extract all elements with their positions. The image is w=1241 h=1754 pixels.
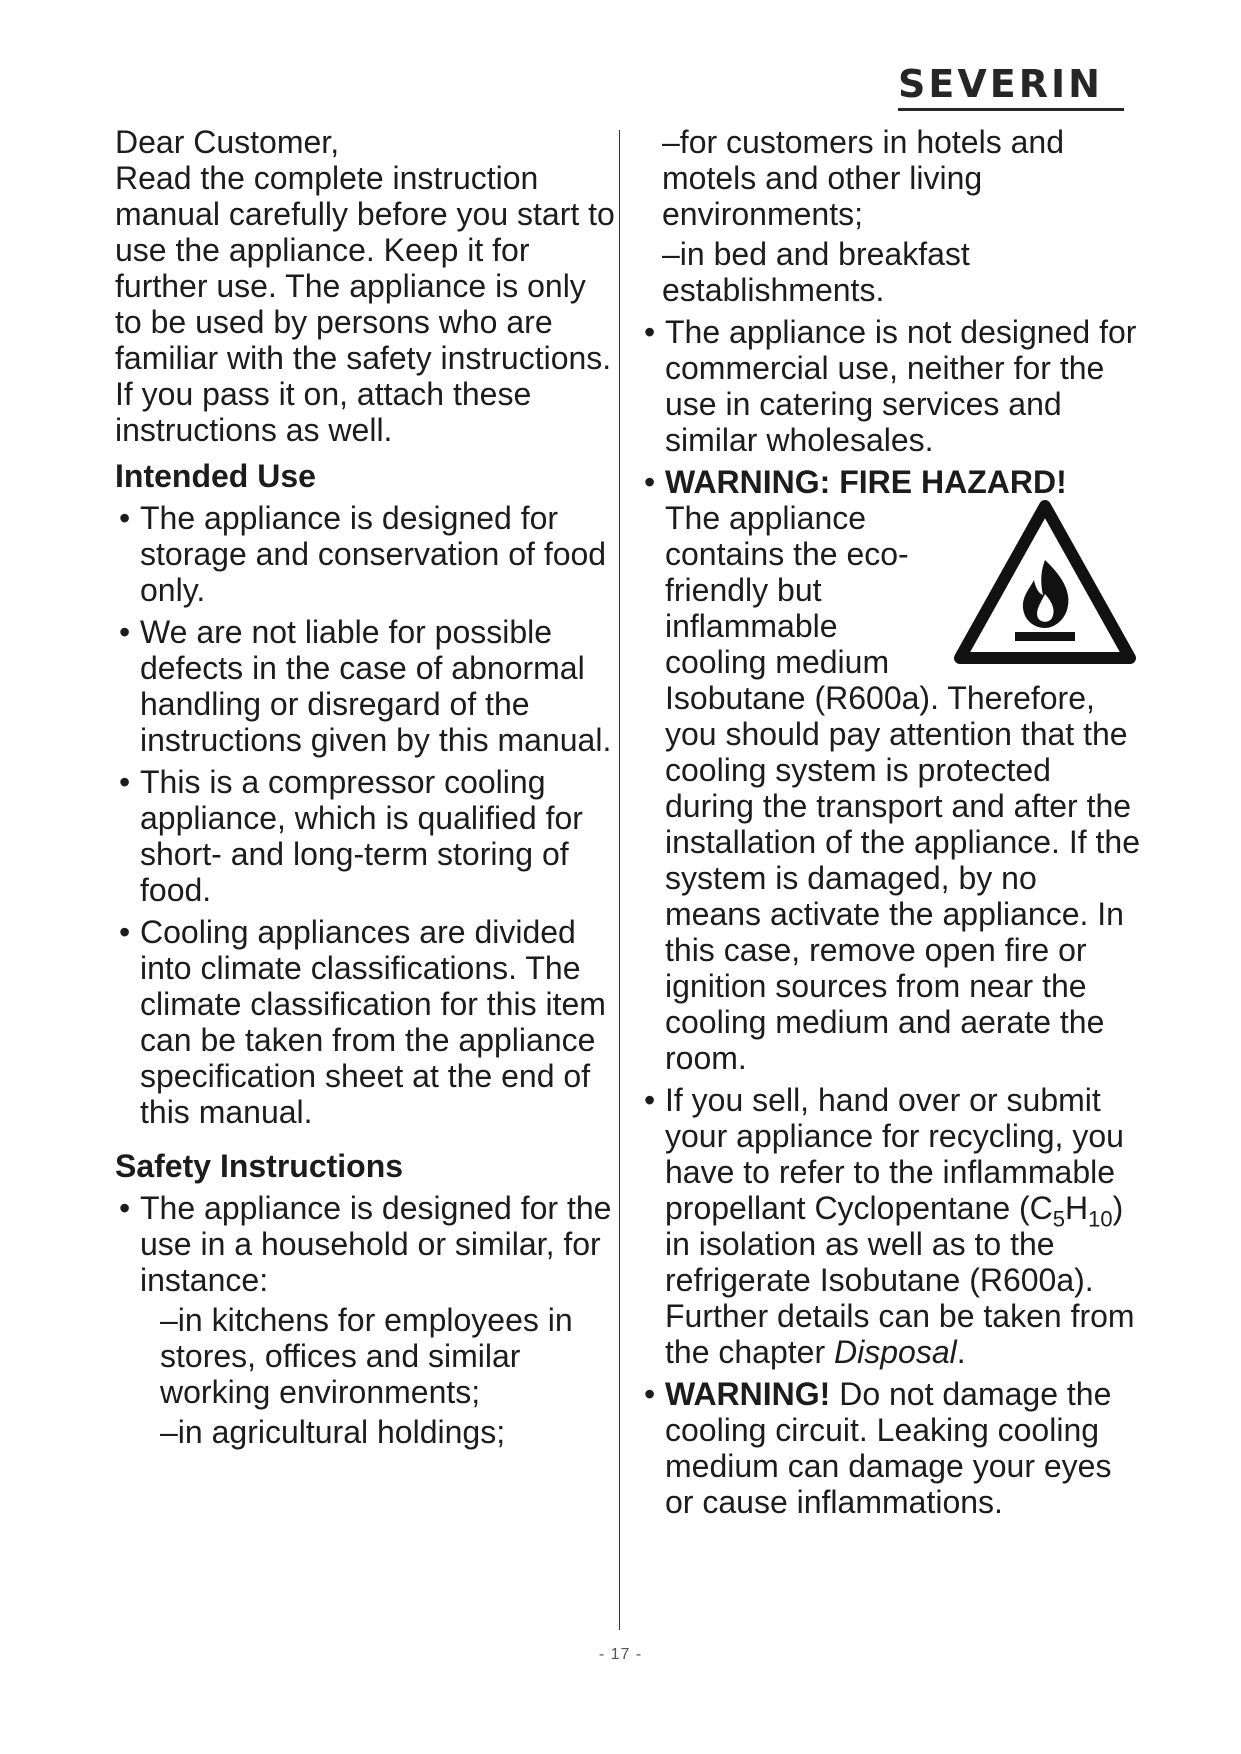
intended-use-bullet-1: The appliance is designed for storage and conservation of food only. <box>140 500 607 608</box>
intended-use-heading: Intended Use <box>115 458 316 494</box>
sub-item-kitchens: –in kitchens for employees in stores, offices and similar working environments; <box>160 1302 573 1410</box>
sub-item-hotels: –for customers in hotels and motels and other living environments; <box>662 124 1064 232</box>
severin-logo: SEVERIN <box>898 62 1124 111</box>
formula-h: H <box>1065 1190 1089 1226</box>
safety-instructions-heading: Safety Instructions <box>115 1148 404 1184</box>
list-item: • WARNING! Do not damage the cooling circuit. Leaking cooling medium can damage your eyes or cause inflammations. <box>644 1376 1112 1520</box>
recycling-text-start: If you sell, hand over or submit your appliance for recycling, you have to refer to the inflammable propellant Cyclopentane (C <box>665 1082 1124 1226</box>
intended-use-bullet-4: Cooling appliances are divided into climate classifications. The climate classification for this item can be taken from the appliance specification sheet at the end of this manual. <box>140 914 606 1130</box>
list-item: • The appliance is not designed for commercial use, neither for the use in catering services and similar wholesales. <box>644 314 1137 458</box>
commercial-use-bullet: The appliance is not designed for commercial use, neither for the use in catering services and similar wholesales. <box>665 314 1137 458</box>
household-use-bullet: The appliance is designed for the use in a household or similar, for instance: <box>140 1190 612 1298</box>
fire-hazard-warning: • WARNING: FIRE HAZARD! The appliance contains the eco-friendly but inflammable cooling medium Isobutane (R600a). Therefore, you should pay attention that the cooling system is protected during the transport and after the installation of the appliance. If the system is damaged, by no means activate the appliance. In this case, remove open fire or ignition sources from near the cooling medium and aerate the room. <box>644 464 1140 1076</box>
page-number: - 17 - <box>598 1646 643 1663</box>
disposal-chapter-ref: Disposal <box>834 1334 957 1370</box>
intended-use-bullet-2: We are not liable for possible defects in the case of abnormal handling or disregard of the instructions given by this manual. <box>140 614 612 758</box>
list-item: • This is a compressor cooling appliance, which is qualified for short- and long-term storing of food. <box>119 764 583 908</box>
circuit-warning-text: Do not damage the cooling circuit. Leaking cooling medium can damage your eyes or cause inflammations. <box>665 1376 1112 1520</box>
list-item: • The appliance is designed for storage and conservation of food only. <box>119 500 607 608</box>
list-item: • If you sell, hand over or submit your appliance for recycling, you have to refer to the inflammable propellant Cyclopentane $(C_5H_{10})$ in isolation as well as to the refrigerate Isobutane (R600a). Further details can be taken from the chapter Disposal. <box>644 1082 1135 1370</box>
intro-text: Dear Customer, Read the complete instruction manual carefully before you start to use the appliance. Keep it for further use. The appliance is only to be used by persons who are familiar with the safety instructions. If you pass it on, attach these instructions as well. <box>115 124 615 448</box>
fire-hazard-label: WARNING: FIRE HAZARD! <box>665 464 1067 500</box>
sub-item-agricultural: –in agricultural holdings; <box>160 1414 506 1450</box>
formula-subscript-10: 10 <box>1088 1206 1113 1232</box>
list-item: • Cooling appliances are divided into climate classifications. The climate classification for this item can be taken from the appliance specification sheet at the end of this manual. <box>119 914 606 1130</box>
left-column <box>115 124 615 1450</box>
formula-subscript-5: 5 <box>1052 1206 1066 1232</box>
column-divider <box>619 130 620 1630</box>
list-item: • We are not liable for possible defects in the case of abnormal handling or disregard of the instructions given by this manual. <box>119 614 612 758</box>
right-column <box>640 124 1140 1520</box>
sub-item-bed-breakfast: –in bed and breakfast establishments. <box>662 236 970 308</box>
fire-hazard-icon <box>952 500 1138 670</box>
intended-use-bullet-3: This is a compressor cooling appliance, which is qualified for short- and long-term storing of food. <box>140 764 583 908</box>
circuit-warning-label: WARNING! <box>665 1376 831 1412</box>
fire-hazard-text: The appliance contains the eco-friendly but inflammable cooling medium Isobutane (R600a). Therefore, you should pay attention that the cooling system is protected during the transport and after the installation of the appliance. If the system is damaged, by no means activate the appliance. In this case, remove open fire or ignition sources from near the cooling medium and aerate the room. <box>665 500 1140 1076</box>
recycling-period: . <box>956 1334 966 1370</box>
list-item: • The appliance is designed for the use in a household or similar, for instance: <box>119 1190 612 1298</box>
recycling-text-end: ) in isolation as well as to the refrigerate Isobutane (R600a). Further details can be taken from the chapter <box>665 1190 1135 1370</box>
